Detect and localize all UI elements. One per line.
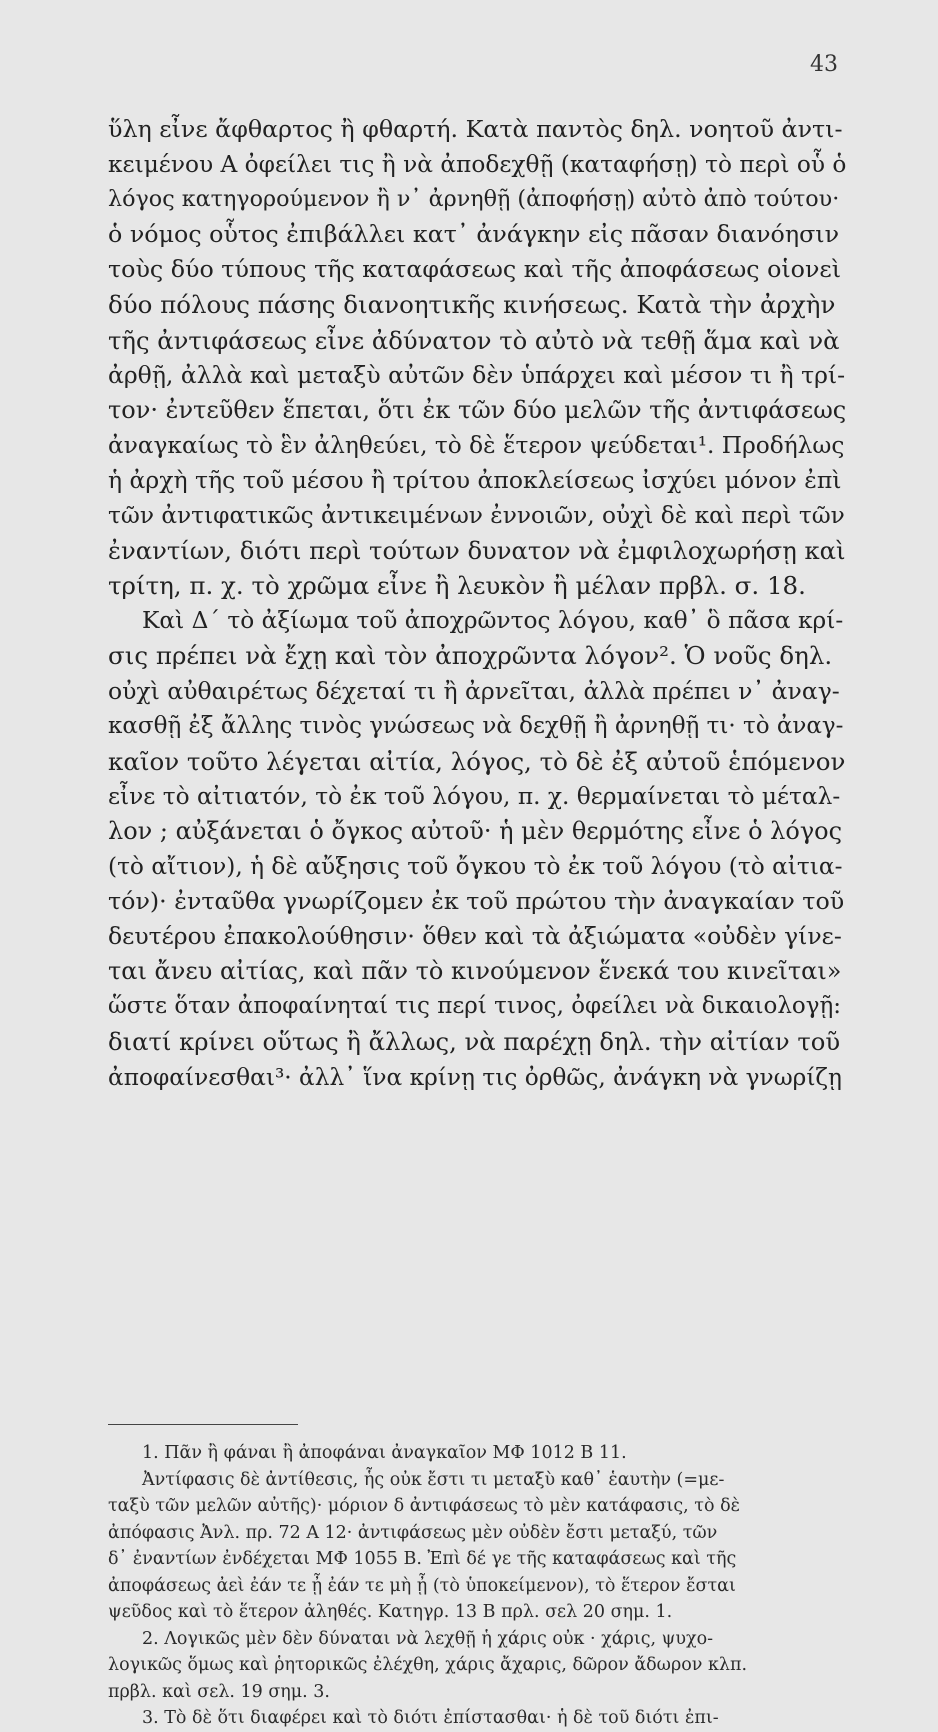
text-line: δευτέρου ἐπακολούθησιν· ὅθεν καὶ τὰ ἀξιώματα «οὐδὲν γίνε-: [108, 922, 842, 951]
text-line: ἀποφαίνεσθαι³· ἀλλ᾽ ἵνα κρίνῃ τις ὀρθῶς, ἀνάγκη νὰ γνωρίζῃ: [108, 1063, 842, 1091]
text-line: λόγος κατηγορούμενον ἢ ν᾽ ἀρνηθῇ (ἀποφήσῃ) αὐτὸ ἀπὸ τούτου·: [108, 186, 840, 213]
footnote-line: ψεῦδος καὶ τὸ ἕτερον ἀληθές. Κατηγρ. 13 Β πρλ. σελ 20 σημ. 1.: [108, 1602, 673, 1622]
text-line: οὐχὶ αὐθαιρέτως δέχεταί τι ἢ ἀρνεῖται, ἀλλὰ πρέπει ν᾽ ἀναγ-: [108, 676, 840, 705]
text-line: τρίτη, π. χ. τὸ χρῶμα εἶνε ἢ λευκὸν ἢ μέλαν πρβλ. σ. 18.: [108, 571, 806, 601]
footnote-divider: [108, 1424, 298, 1425]
text-line: ὕλη εἶνε ἄφθαρτος ἢ φθαρτή. Κατὰ παντὸς δηλ. νοητοῦ ἀντι-: [108, 115, 843, 143]
text-line: τῆς ἀντιφάσεως εἶνε ἀδύνατον τὸ αὐτὸ νὰ τεθῇ ἅμα καὶ νὰ: [108, 325, 840, 355]
text-line: ὁ νόμος οὗτος ἐπιβάλλει κατ᾽ ἀνάγκην εἰς πᾶσαν διανόησιν: [108, 220, 840, 249]
text-line: δύο πόλους πάσης διανοητικῆς κινήσεως. Κατὰ τὴν ἀρχὴν: [108, 290, 836, 320]
text-line: σις πρέπει νὰ ἔχῃ καὶ τὸν ἀποχρῶντα λόγον². Ὁ νοῦς δηλ.: [108, 641, 833, 671]
text-line: ὥστε ὅταν ἀποφαίνηταί τις περί τινος, ὀφείλει νὰ δικαιολογῇ:: [108, 993, 842, 1020]
footnote-line: δ᾽ ἐναντίων ἐνδέχεται ΜΦ 1055 Β. Ἐπὶ δέ γε τῆς καταφάσεως καὶ τῆς: [108, 1549, 737, 1569]
text-line: Καὶ Δ΄ τὸ ἀξίωμα τοῦ ἀποχρῶντος λόγου, καθ᾽ ὃ πᾶσα κρί-: [142, 607, 844, 635]
text-line: κασθῇ ἐξ ἄλλης τινὸς γνώσεως νὰ δεχθῇ ἢ ἀρνηθῇ τι· τὸ ἀναγ-: [108, 712, 844, 739]
page-number: 43: [810, 52, 838, 77]
footnote-line: πρβλ. καὶ σελ. 19 σημ. 3.: [108, 1681, 330, 1702]
text-line: διατί κρίνει οὕτως ἢ ἄλλως, νὰ παρέχῃ δηλ. τὴν αἰτίαν τοῦ: [108, 1027, 841, 1057]
footnotes: [108, 1440, 846, 1732]
footnote-line: ἀποφάσεως ἀεὶ ἐάν τε ᾖ ἐάν τε μὴ ᾖ (τὸ ὑποκείμενον), τὸ ἕτερον ἔσται: [108, 1575, 736, 1596]
text-line: τοὺς δύο τύπους τῆς καταφάσεως καὶ τῆς ἀποφάσεως οἱονεὶ: [108, 255, 842, 284]
footnote-line: 1. Πᾶν ἢ φάναι ἢ ἀποφάναι ἀναγκαῖον ΜΦ 1012 Β 11.: [142, 1443, 627, 1463]
text-line: εἶνε τὸ αἰτιατόν, τὸ ἐκ τοῦ λόγου, π. χ. θερμαίνεται τὸ μέταλ-: [108, 782, 841, 810]
text-line: ἀναγκαίως τὸ ἓν ἀληθεύει, τὸ δὲ ἕτερον ψεύδεται¹. Προδήλως: [108, 431, 845, 459]
footnote-line: 2. Λογικῶς μὲν δὲν δύναται νὰ λεχθῇ ἡ χάρις οὐκ · χάρις, ψυχο-: [142, 1628, 714, 1649]
text-line: λον ; αὐξάνεται ὁ ὄγκος αὐτοῦ· ἡ μὲν θερμότης εἶνε ὁ λόγος: [108, 816, 843, 845]
text-line: κειμένου Α ὀφείλει τις ἢ νὰ ἀποδεχθῇ (καταφήσῃ) τὸ περὶ οὗ ὁ: [108, 151, 846, 179]
footnote-line: 3. Τὸ δὲ ὅτι διαφέρει καὶ τὸ διότι ἐπίστασθαι· ἡ δὲ τοῦ διότι ἐπι-: [142, 1708, 719, 1728]
footnote-line: λογικῶς ὅμως καὶ ῥητορικῶς ἐλέχθη, χάρις ἄχαρις, δῶρον ἄδωρον κλπ.: [108, 1655, 748, 1675]
text-line: καῖον τοῦτο λέγεται αἰτία, λόγος, τὸ δὲ ἐξ αὐτοῦ ἑπόμενον: [108, 746, 846, 776]
footnote-line: Ἀντίφασις δὲ ἀντίθεσις, ἧς οὐκ ἔστι τι μεταξὺ καθ᾽ ἑαυτὴν (=με-: [142, 1469, 725, 1490]
footnote-line: ταξὺ τῶν μελῶν αὐτῆς)· μόριον δ ἀντιφάσεως τὸ μὲν κατάφασις, τὸ δὲ: [108, 1496, 740, 1516]
text-line: ἐναντίων, διότι περὶ τούτων δυνατον νὰ ἐμφιλοχωρήσῃ καὶ: [108, 536, 846, 566]
main-text: [108, 112, 846, 1095]
text-line: ἀρθῇ, ἀλλὰ καὶ μεταξὺ αὐτῶν δὲν ὑπάρχει καὶ μέσον τι ἢ τρί-: [108, 360, 846, 389]
text-line: τόν)· ἐνταῦθα γνωρίζομεν ἐκ τοῦ πρώτου τὴν ἀναγκαίαν τοῦ: [108, 887, 845, 916]
text-line: ται ἄνευ αἰτίας, καὶ πᾶν τὸ κινούμενον ἕνεκά του κινεῖται»: [108, 957, 842, 986]
footnote-line: ἀπόφασις Ἀνλ. πρ. 72 Α 12· ἀντιφάσεως μὲν οὐδὲν ἔστι μεταξύ, τῶν: [108, 1522, 718, 1543]
text-line: τῶν ἀντιφατικῶς ἀντικειμένων ἐννοιῶν, οὐχὶ δὲ καὶ περὶ τῶν: [108, 502, 845, 530]
text-line: τον· ἐντεῦθεν ἕπεται, ὅτι ἐκ τῶν δύο μελῶν τῆς ἀντιφάσεως: [108, 395, 846, 424]
text-line: (τὸ αἴτιον), ἡ δὲ αὔξησις τοῦ ὄγκου τὸ ἐκ τοῦ λόγου (τὸ αἰτια-: [108, 852, 843, 880]
text-line: ἡ ἀρχὴ τῆς τοῦ μέσου ἢ τρίτου ἀποκλείσεως ἰσχύει μόνον ἐπὶ: [108, 465, 842, 494]
